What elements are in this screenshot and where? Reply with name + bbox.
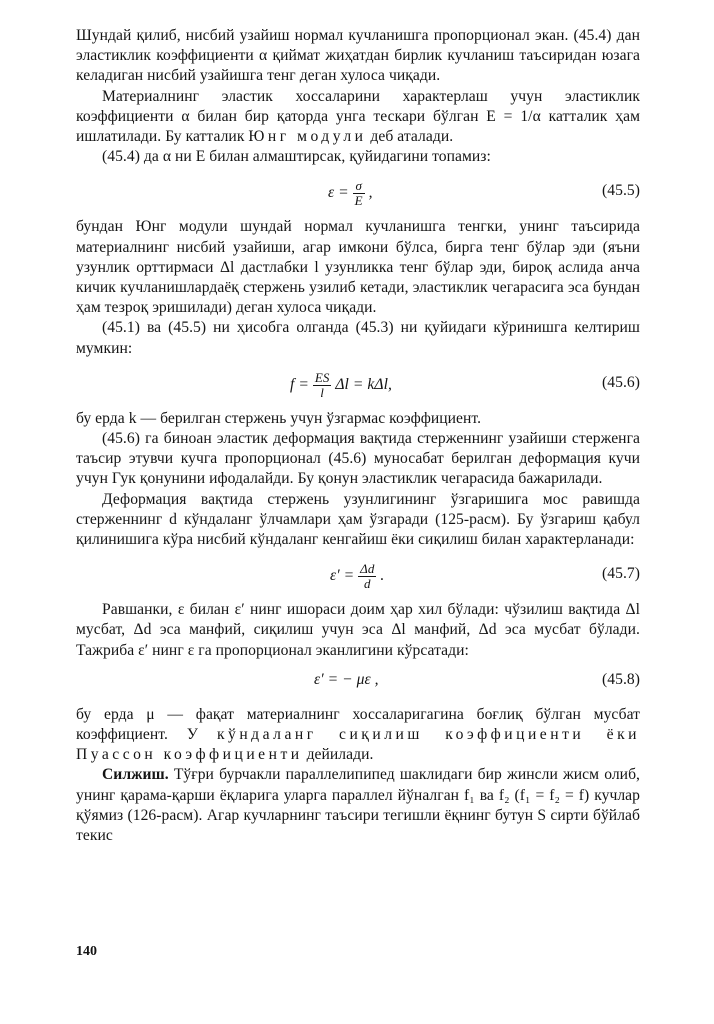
formula-45-7-fraction bbox=[358, 562, 376, 591]
paragraph-11-text: Тўғри бурчакли параллелипипед шаклидаги бир жинсли жисм олиб, унинг қарама-қарши ёқларига уларга параллел йўналган f₁ ва f₂ (f₁ = f₂ = f) кучлар қўямиз (126-расм). Агар кучларнинг таъсири тегишли ёқнинг бутун S сирти бўйлаб текис bbox=[76, 766, 641, 845]
formula-45-7-label: (45.7) bbox=[602, 565, 640, 583]
formula-45-6-numerator: ES bbox=[314, 369, 330, 385]
formula-45-7-numerator: Δd bbox=[360, 561, 375, 577]
formula-45-5-tail: , bbox=[368, 184, 373, 202]
formula-45-5 bbox=[76, 171, 640, 207]
paragraph-4: бундан Юнг модули шундай нормал кучланишга тенгки, унинг таъсирида материалнинг нисбий узайиши, агар имкони бўлса, бирга тенг бўлар эди (яъни узунлик орттирмаси Δl дастлабки l узунликка тенг бўлар эди, бироқ аслида анча кичик кучланишлардаёқ стержень узилиб кетади, эластиклик чегарасига эса бундан ҳам тезроқ эришилади) деган хулоса чиқади. bbox=[76, 218, 640, 317]
formula-45-5-denominator: E bbox=[354, 193, 363, 209]
paragraph-10-end: дейилади. bbox=[306, 746, 374, 764]
page-number: 140 bbox=[76, 944, 97, 959]
paragraph-5: (45.1) ва (45.5) ни ҳисобга олганда (45.3) ни қуйидаги кўринишга келтириш мумкин: bbox=[76, 319, 640, 357]
page-body bbox=[76, 26, 640, 846]
formula-45-5-lhs: ε = bbox=[328, 184, 349, 202]
formula-45-6-tail: Δl = kΔl, bbox=[335, 375, 392, 393]
term-poisson-coefficient: кўндаланг сиқилиш коэффициенти ёки Пуассон коэффициенти bbox=[76, 726, 640, 764]
paragraph-6: бу ерда k — берилган стержень учун ўзгармас коэффициент. bbox=[76, 409, 482, 427]
formula-45-6-fraction bbox=[313, 371, 332, 400]
paragraph-3: (45.4) да α ни E билан алмаштирсак, қуйидагини топамиз: bbox=[102, 148, 491, 166]
formula-45-7-tail: . bbox=[380, 567, 385, 585]
paragraph-9: Равшанки, ε билан ε′ нинг ишораси доим ҳар хил бўлади: чўзилиш вақтида Δl мусбат, Δd эса манфий, сиқилиш учун эса Δl манфий, Δd эса мусбат бўлади. Тажриба ε′ нинг ε га пропорционал эканлигини кўрсатади: bbox=[76, 601, 640, 659]
formula-45-7 bbox=[76, 554, 640, 590]
formula-45-8 bbox=[76, 665, 640, 695]
formula-45-5-fraction bbox=[353, 179, 365, 208]
formula-45-6-expression bbox=[290, 371, 392, 400]
formula-45-5-expression bbox=[328, 179, 373, 208]
paragraph-2-end: деб аталади. bbox=[370, 128, 454, 146]
paragraph-2-text: Материалнинг эластик хоссаларини характерлаш учун эластиклик коэффициенти α билан бир қаторда унга тескари бўлган E = 1/α катталик ҳам ишлатилади. Бу катталик bbox=[76, 87, 640, 146]
formula-45-5-numerator: σ bbox=[353, 179, 365, 194]
section-heading-shear: Силжиш. bbox=[102, 766, 169, 784]
term-young-modulus: Юнг модули bbox=[248, 128, 367, 146]
formula-45-8-label: (45.8) bbox=[602, 670, 640, 688]
paragraph-10 bbox=[76, 705, 640, 766]
formula-45-6-denominator: l bbox=[320, 384, 324, 400]
formula-45-6-lhs: f = bbox=[290, 375, 309, 393]
formula-45-7-lhs: ε′ = bbox=[330, 567, 355, 585]
formula-45-6 bbox=[76, 363, 640, 399]
paragraph-2 bbox=[76, 87, 640, 148]
formula-45-5-label: (45.5) bbox=[602, 182, 640, 200]
formula-45-8-expression: ε′ = − με , bbox=[314, 670, 379, 688]
formula-45-7-expression bbox=[330, 562, 384, 591]
paragraph-10-text: бу ерда μ — фақат материалнинг хоссаларигагина боғлиқ бўлган мусбат коэффициент. У bbox=[76, 705, 640, 744]
paragraph-1: Шундай қилиб, нисбий узайиш нормал кучланишга пропорционал экан. (45.4) дан эластиклик коэффициенти α қиймат жиҳатдан бирлик кучланиш таъсиридан юзага келадиган нисбий узайишга тенг деган хулоса чиқади. bbox=[76, 27, 640, 85]
paragraph-8: Деформация вақтида стержень узунлигининг ўзгаришига мос равишда стерженнинг d кўндаланг ўлчамлари ҳам ўзгаради (125-расм). Бу ўзгариш қабул қилинишига кўра нисбий кўндаланг кенгайиш ёки сиқилиш билан характерланади: bbox=[76, 490, 640, 549]
paragraph-11 bbox=[76, 765, 640, 846]
formula-45-6-label: (45.6) bbox=[602, 373, 640, 391]
formula-45-7-denominator: d bbox=[363, 576, 371, 592]
paragraph-7: (45.6) га биноан эластик деформация вақтида стерженнинг узайиши стерженга таъсир этувчи кучга пропорционал (45.6) муносабат берилган деформация кучи учун Гук қонунини ифодалайди. Бу қонун эластиклик чегарасида бажарилади. bbox=[76, 430, 640, 488]
